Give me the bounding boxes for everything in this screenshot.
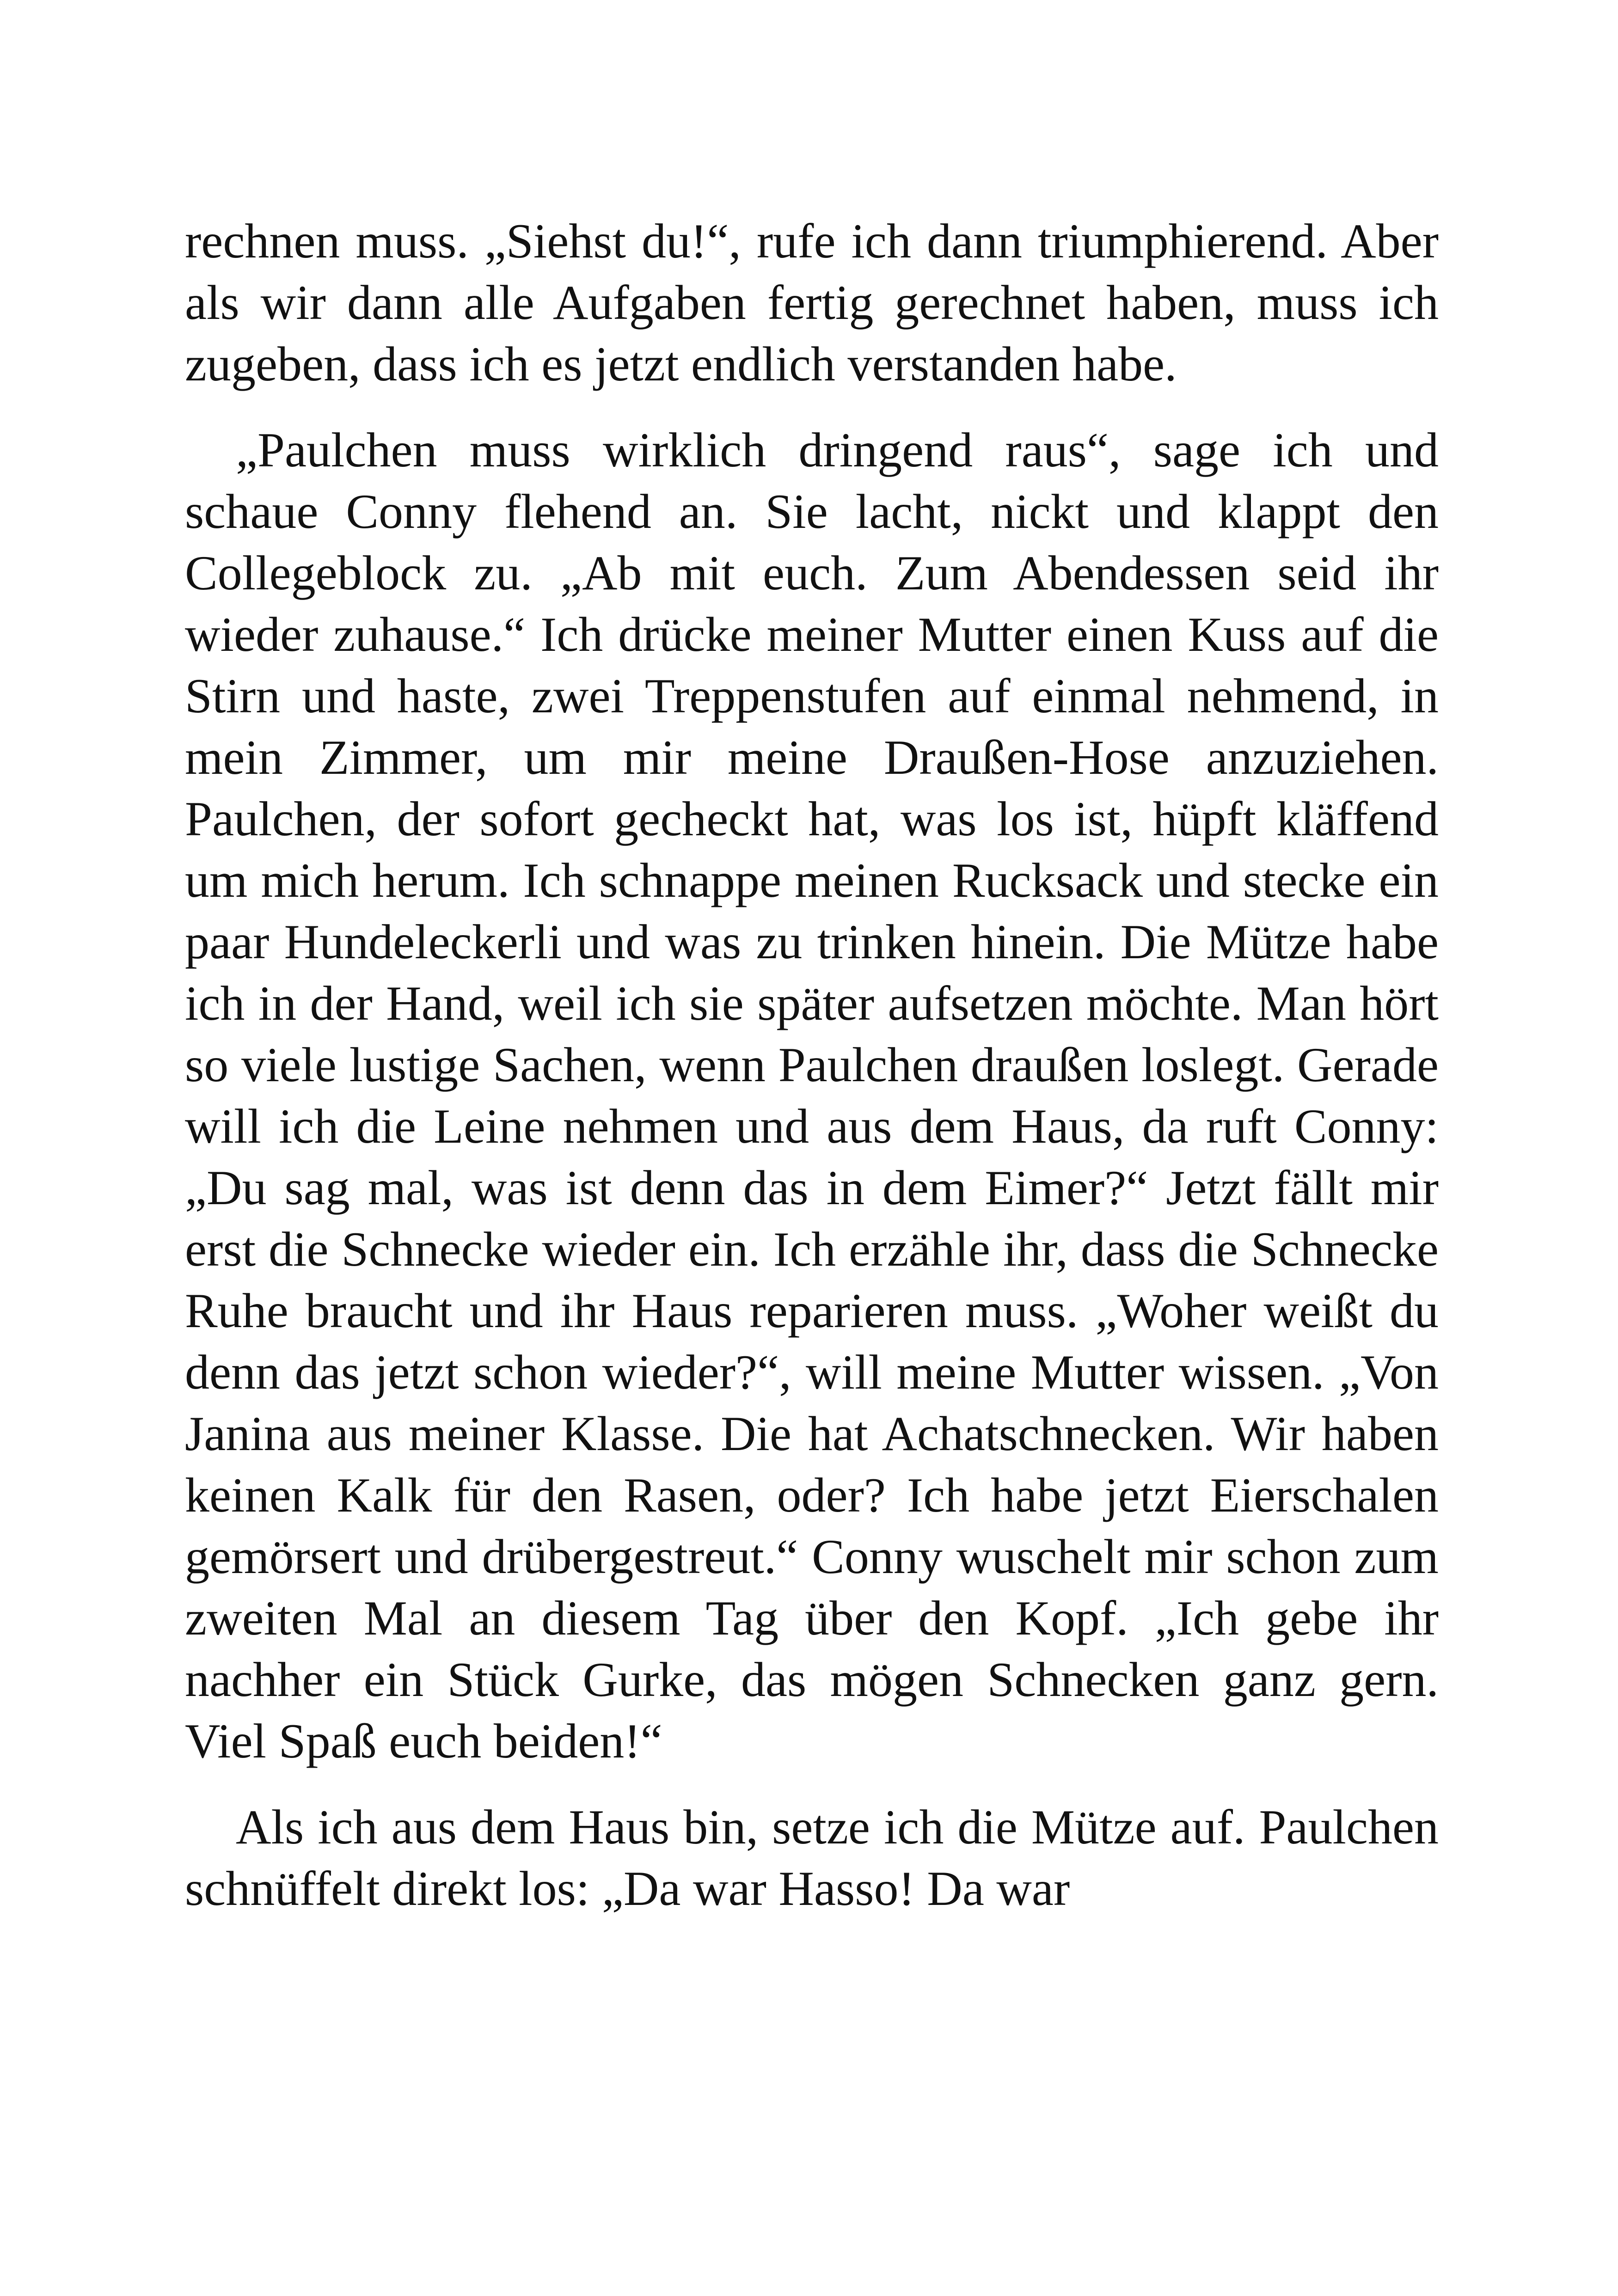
- paragraph-2: „Paulchen muss wirklich dringend raus“, sage ich und schaue Conny flehend an. Sie lacht, nickt und klappt den Collegeblock zu. „Ab mit euch. Zum Abendessen seid ihr wieder zuhause.“ Ich drücke meiner Mutter einen Kuss auf die Stirn und haste, zwei Treppenstufen auf einmal nehmend, in mein Zimmer, um mir meine Draußen-Hose anzuziehen. Paulchen, der sofort gecheckt hat, was los ist, hüpft kläffend um mich herum. Ich schnappe meinen Rucksack und stecke ein paar Hundeleckerli und was zu trinken hinein. Die Mütze habe ich in der Hand, weil ich sie später aufsetzen möchte. Man hört so viele lustige Sachen, wenn Paulchen draußen loslegt. Gerade will ich die Leine nehmen und aus dem Haus, da ruft Conny: „Du sag mal, was ist denn das in dem Eimer?“ Jetzt fällt mir erst die Schnecke wieder ein. Ich erzähle ihr, dass die Schnecke Ruhe braucht und ihr Haus reparieren muss. „Woher weißt du denn das jetzt schon wieder?“, will meine Mutter wissen. „Von Janina aus meiner Klasse. Die hat Achatschnecken. Wir haben keinen Kalk für den Rasen, oder? Ich habe jetzt Eierschalen gemörsert und drübergestreut.“ Conny wuschelt mir schon zum zweiten Mal an diesem Tag über den Kopf. „Ich gebe ihr nachher ein Stück Gurke, das mögen Schnecken ganz gern. Viel Spaß euch beiden!“: [185, 423, 1439, 1768]
- body-text: [185, 210, 1439, 1919]
- paragraph-3: Als ich aus dem Haus bin, setze ich die Mütze auf. Paulchen schnüffelt direkt los: „Da war Hasso! Da war: [185, 1800, 1439, 1916]
- paragraph-1: rechnen muss. „Siehst du!“, rufe ich dann triumphierend. Aber als wir dann alle Aufgaben fertig gerechnet haben, muss ich zugeben, dass ich es jetzt endlich verstanden habe.: [185, 214, 1439, 391]
